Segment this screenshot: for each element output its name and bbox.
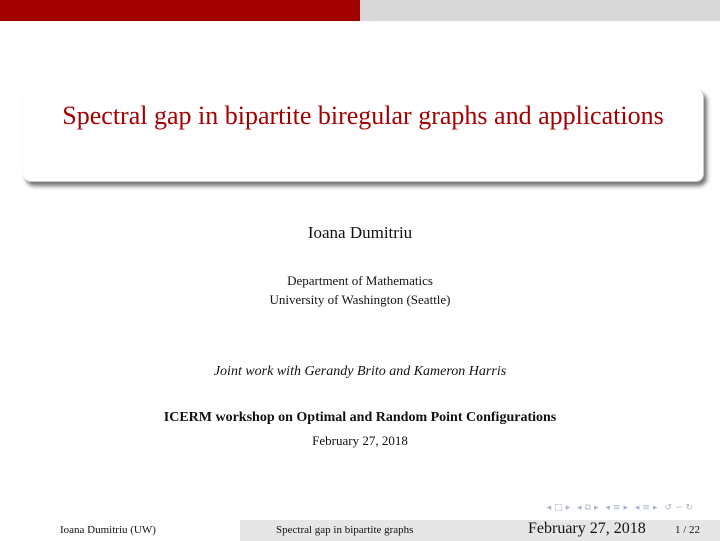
- affiliation: [0, 271, 720, 309]
- nav-next-frame-icon[interactable]: ▸: [565, 503, 572, 513]
- nav-prev-section-icon[interactable]: ◂: [605, 503, 611, 513]
- joint-work: Joint work with Gerandy Brito and Kameron Harris: [213, 364, 507, 379]
- nav-next-subsection-icon[interactable]: ▸: [593, 503, 600, 513]
- nav-subsection-icon[interactable]: ⧉: [584, 503, 592, 513]
- nav-prev-subsection-icon[interactable]: ◂: [577, 503, 583, 513]
- nav-doc-icon[interactable]: ≡: [642, 503, 651, 513]
- talk-date: February 27, 2018: [312, 433, 408, 448]
- nav-next-section-icon[interactable]: ▸: [623, 503, 629, 513]
- footer-author: Ioana Dumitriu (UW): [60, 524, 156, 536]
- footer-short-title: Spectral gap in bipartite graphs: [276, 524, 414, 536]
- nav-forward-icon[interactable]: ↻: [685, 503, 694, 513]
- nav-search-icon[interactable]: ∽: [674, 503, 684, 513]
- header-bar-left: [0, 0, 360, 21]
- author-name: Ioana Dumitriu: [307, 223, 413, 242]
- affiliation-department: Department of Mathematics: [287, 273, 433, 288]
- nav-back-icon[interactable]: ↺: [664, 503, 673, 513]
- nav-next-doc-icon[interactable]: ▸: [652, 503, 659, 513]
- workshop-name: ICERM workshop on Optimal and Random Point Configurations: [163, 410, 557, 425]
- footer-page-number: 1 / 22: [675, 524, 701, 536]
- header-bar: [0, 0, 720, 21]
- footer-date: February 27, 2018: [528, 520, 646, 537]
- title-block: [23, 89, 704, 182]
- nav-prev-doc-icon[interactable]: ◂: [634, 503, 641, 513]
- nav-frame-icon[interactable]: □: [554, 503, 564, 513]
- nav-section-icon[interactable]: ≡: [612, 503, 622, 513]
- footer-bar: [0, 520, 720, 541]
- beamer-navigation[interactable]: [545, 503, 694, 513]
- slide-title: Spectral gap in bipartite biregular graphs and applications: [62, 101, 664, 130]
- affiliation-university: University of Washington (Seattle): [269, 292, 451, 307]
- nav-prev-frame-icon[interactable]: ◂: [546, 503, 553, 513]
- header-bar-right: [360, 0, 720, 21]
